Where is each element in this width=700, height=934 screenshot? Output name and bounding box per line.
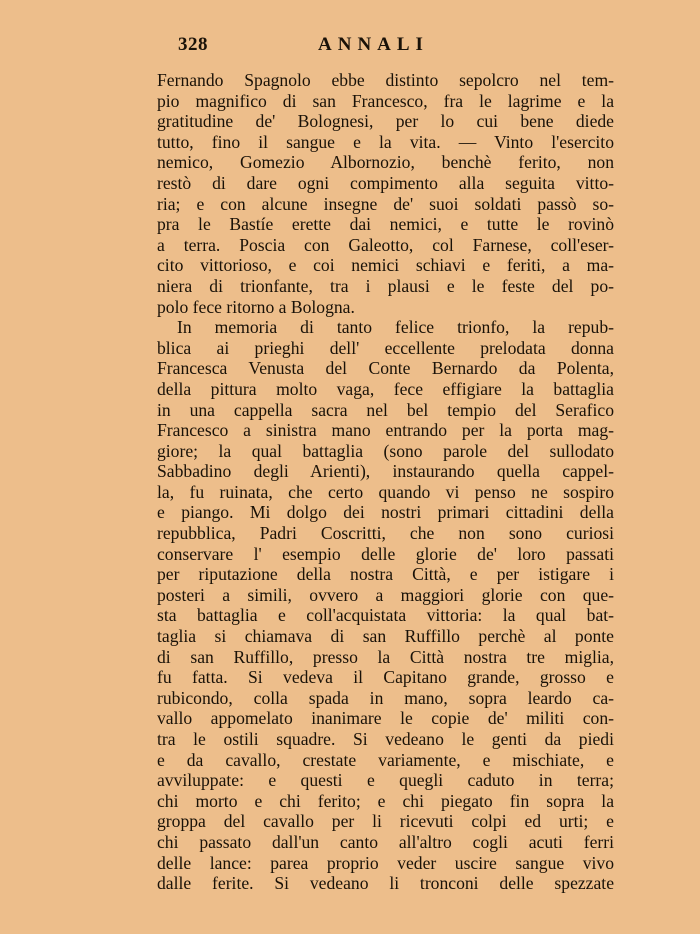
text-line: pra le Bastíe erette dai nemici, e tutte le rovinò bbox=[157, 214, 614, 235]
text-line: di san Ruffillo, presso la Città nostra tre miglia, bbox=[157, 646, 614, 667]
text-line: in una cappella sacra nel bel tempio del Serafico bbox=[157, 399, 614, 420]
text-line: avviluppate: e questi e quegli caduto in terra; bbox=[157, 770, 614, 791]
running-title: ANNALI bbox=[318, 34, 429, 55]
text-line: per riputazione della nostra Città, e per istigare i bbox=[157, 564, 614, 585]
text-line: niera di trionfante, tra i plausi e le feste del po- bbox=[157, 275, 614, 296]
text-line: e da cavallo, crestate variamente, e mischiate, e bbox=[157, 749, 614, 770]
text-line: Fernando Spagnolo ebbe distinto sepolcro nel tem- bbox=[157, 70, 614, 90]
text-line: tutto, fino il sangue e la vita. — Vinto l'esercito bbox=[157, 131, 614, 152]
page-header bbox=[168, 34, 458, 58]
text-line: vallo appomelato inanimare le copie de' militi con- bbox=[157, 708, 614, 729]
text-line: rubicondo, colla spada in mano, sopra leardo ca- bbox=[157, 687, 614, 708]
text-line: cito vittorioso, e coi nemici schiavi e feriti, a ma- bbox=[157, 255, 614, 276]
text-line: della pittura molto vaga, fece effigiare la battaglia bbox=[157, 378, 614, 399]
text-line: nemico, Gomezio Albornozio, benchè ferito, non bbox=[157, 152, 614, 173]
text-line: Francesco a sinistra mano entrando per la porta mag- bbox=[157, 420, 614, 441]
text-line: taglia si chiamava di san Ruffillo perchè al ponte bbox=[157, 626, 614, 647]
text-line: pio magnifico di san Francesco, fra le lagrime e la bbox=[157, 90, 614, 111]
text-line: delle lance: parea proprio veder uscire sangue vivo bbox=[157, 852, 614, 873]
text-line: gratitudine de' Bolognesi, per lo cui bene diede bbox=[157, 111, 614, 132]
page-number: 328 bbox=[178, 34, 208, 55]
text-line: giore; la qual battaglia (sono parole del sullodato bbox=[157, 440, 614, 461]
body-text bbox=[157, 70, 614, 894]
text-line: Sabbadino degli Arienti), instaurando quella cappel- bbox=[157, 461, 614, 482]
text-line: dalle ferite. Si vedeano li tronconi delle spezzate bbox=[157, 873, 614, 894]
text-line: repubblica, Padri Coscritti, che non sono curiosi bbox=[157, 523, 614, 544]
text-line: a terra. Poscia con Galeotto, col Farnese, coll'eser- bbox=[157, 234, 614, 255]
text-line: tra le ostili squadre. Si vedeano le genti da piedi bbox=[157, 729, 614, 749]
text-line: chi morto e chi ferito; e chi piegato fin sopra la bbox=[157, 790, 614, 811]
text-line: groppa del cavallo per li ricevuti colpi ed urti; e bbox=[157, 811, 614, 832]
text-line: Francesca Venusta del Conte Bernardo da Polenta, bbox=[157, 358, 614, 379]
text-line: conservare l' esempio delle glorie de' loro passati bbox=[157, 543, 614, 564]
text-line: la, fu ruinata, che certo quando vi penso ne sospiro bbox=[157, 481, 614, 502]
text-line: ria; e con alcune insegne de' suoi soldati passò so- bbox=[157, 193, 614, 214]
text-line: chi passato dall'un canto all'altro cogli acuti ferri bbox=[157, 831, 614, 852]
text-line-paragraph-end: polo fece ritorno a Bologna. bbox=[157, 296, 355, 317]
text-line: restò di dare ogni compimento alla seguita vitto- bbox=[157, 172, 614, 193]
text-line: fu fatta. Si vedeva il Capitano grande, grosso e bbox=[157, 667, 614, 688]
text-line: posteri a simili, ovvero a maggiori glorie con que- bbox=[157, 584, 614, 605]
text-line: e piango. Mi dolgo dei nostri primari cittadini della bbox=[157, 502, 614, 523]
text-line-paragraph-start: In memoria di tanto felice trionfo, la repub- bbox=[177, 317, 614, 338]
text-line: blica ai prieghi dell' eccellente prelodata donna bbox=[157, 337, 614, 358]
text-line: sta battaglia e coll'acquistata vittoria: la qual bat- bbox=[157, 605, 614, 626]
